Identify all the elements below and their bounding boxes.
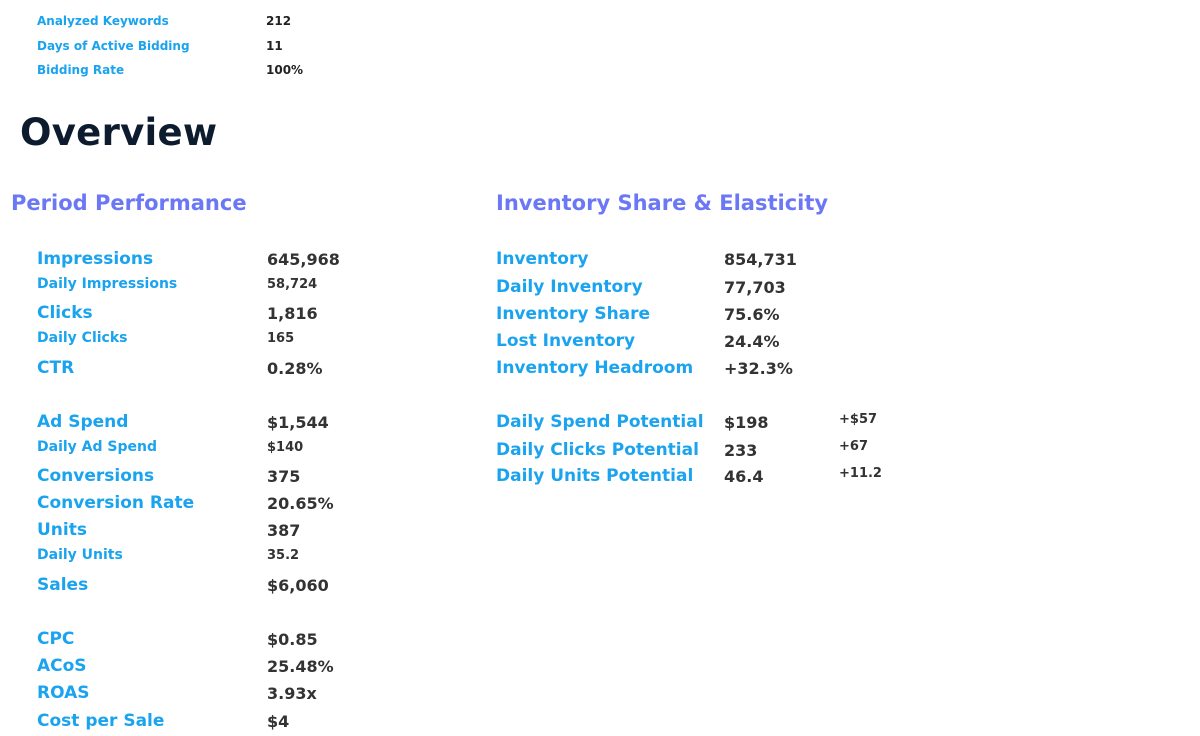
ctr-label: CTR bbox=[37, 358, 75, 378]
daily-clicks-label: Daily Clicks bbox=[37, 330, 128, 346]
daily-clicks-value: 165 bbox=[267, 331, 295, 346]
inventory-headroom-label: Inventory Headroom bbox=[496, 358, 694, 378]
units-value: 387 bbox=[267, 521, 301, 540]
cost-per-sale-label: Cost per Sale bbox=[37, 711, 165, 731]
conversions-label: Conversions bbox=[37, 466, 155, 486]
conversion-rate-label: Conversion Rate bbox=[37, 493, 195, 513]
inventory-share-value: 75.6% bbox=[724, 305, 780, 324]
inventory-share-label: Inventory Share bbox=[496, 304, 651, 324]
inventory-share-heading: Inventory Share & Elasticity bbox=[496, 191, 829, 215]
daily-spend-potential-label: Daily Spend Potential bbox=[496, 412, 704, 432]
daily-units-potential-label: Daily Units Potential bbox=[496, 466, 694, 486]
conversions-value: 375 bbox=[267, 467, 301, 486]
sales-label: Sales bbox=[37, 575, 89, 595]
acos-label: ACoS bbox=[37, 656, 87, 676]
sales-value: $6,060 bbox=[267, 576, 329, 595]
bidding-rate-value: 100% bbox=[266, 63, 304, 77]
daily-inventory-label: Daily Inventory bbox=[496, 277, 643, 297]
analyzed-keywords-label: Analyzed Keywords bbox=[37, 14, 169, 28]
page-title: Overview bbox=[20, 111, 218, 154]
daily-clicks-potential-label: Daily Clicks Potential bbox=[496, 440, 699, 460]
conversion-rate-value: 20.65% bbox=[267, 494, 334, 513]
inventory-headroom-value: +32.3% bbox=[724, 359, 793, 378]
cpc-value: $0.85 bbox=[267, 630, 318, 649]
acos-value: 25.48% bbox=[267, 657, 334, 676]
ad-spend-label: Ad Spend bbox=[37, 412, 129, 432]
daily-spend-potential-delta: +$57 bbox=[839, 412, 878, 427]
days-active-bidding-label: Days of Active Bidding bbox=[37, 39, 190, 53]
impressions-label: Impressions bbox=[37, 249, 154, 269]
ctr-value: 0.28% bbox=[267, 359, 323, 378]
bidding-rate-label: Bidding Rate bbox=[37, 63, 125, 77]
period-performance-heading: Period Performance bbox=[11, 191, 247, 215]
daily-ad-spend-value: $140 bbox=[267, 440, 304, 455]
daily-impressions-value: 58,724 bbox=[267, 277, 318, 292]
daily-units-value: 35.2 bbox=[267, 548, 300, 563]
clicks-value: 1,816 bbox=[267, 304, 318, 323]
cpc-label: CPC bbox=[37, 629, 75, 649]
lost-inventory-label: Lost Inventory bbox=[496, 331, 636, 351]
daily-inventory-value: 77,703 bbox=[724, 278, 786, 297]
ad-spend-value: $1,544 bbox=[267, 413, 329, 432]
analyzed-keywords-value: 212 bbox=[266, 14, 292, 28]
impressions-value: 645,968 bbox=[267, 250, 340, 269]
daily-spend-potential-value: $198 bbox=[724, 413, 769, 432]
units-label: Units bbox=[37, 520, 87, 540]
inventory-value: 854,731 bbox=[724, 250, 797, 269]
roas-label: ROAS bbox=[37, 683, 90, 703]
daily-impressions-label: Daily Impressions bbox=[37, 276, 178, 292]
clicks-label: Clicks bbox=[37, 303, 93, 323]
days-active-bidding-value: 11 bbox=[266, 39, 283, 53]
daily-clicks-potential-value: 233 bbox=[724, 441, 758, 460]
daily-clicks-potential-delta: +67 bbox=[839, 439, 868, 454]
lost-inventory-value: 24.4% bbox=[724, 332, 780, 351]
daily-units-potential-value: 46.4 bbox=[724, 467, 764, 486]
cost-per-sale-value: $4 bbox=[267, 712, 290, 731]
inventory-label: Inventory bbox=[496, 249, 589, 269]
daily-units-potential-delta: +11.2 bbox=[839, 466, 882, 481]
daily-units-label: Daily Units bbox=[37, 547, 123, 563]
roas-value: 3.93x bbox=[267, 684, 317, 703]
daily-ad-spend-label: Daily Ad Spend bbox=[37, 439, 157, 455]
